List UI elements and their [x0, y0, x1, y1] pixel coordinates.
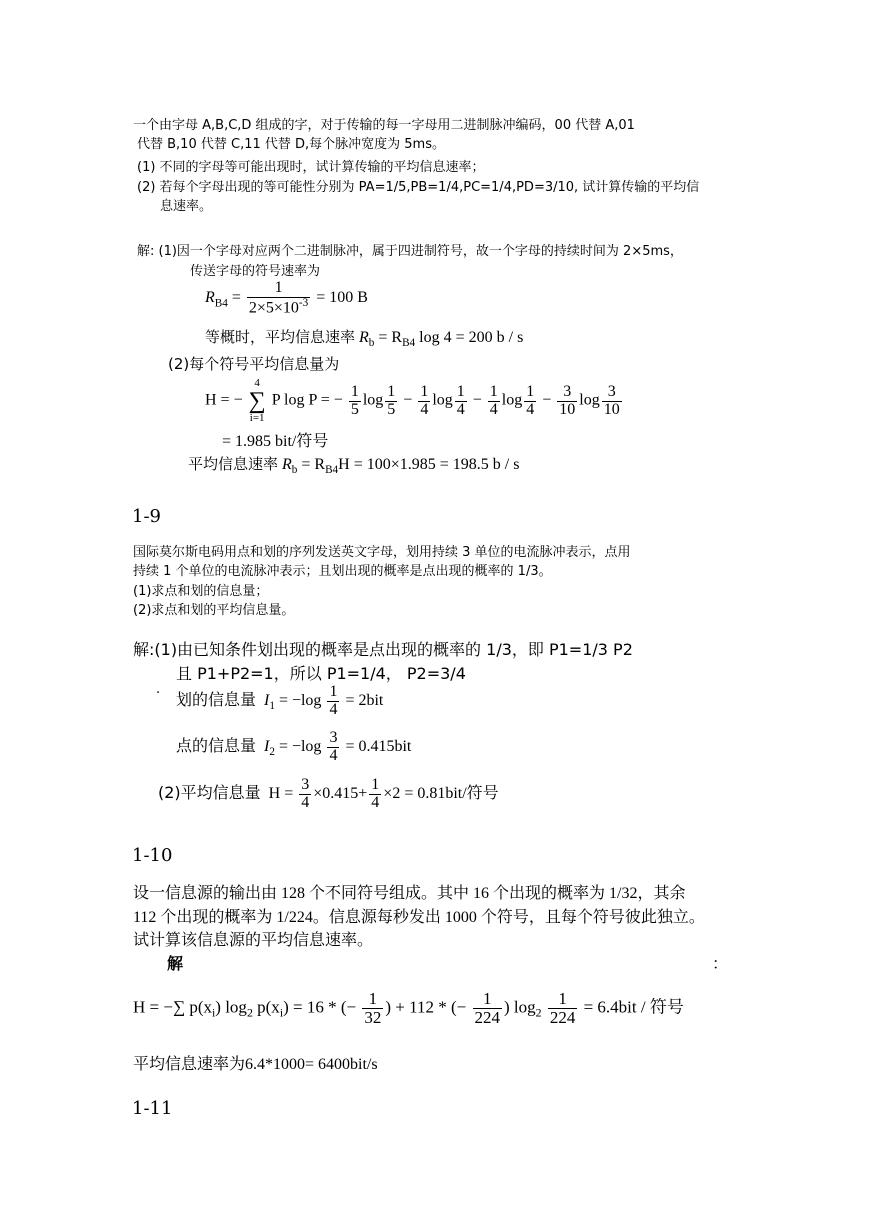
problem-text-line: 试计算该信息源的平均信息速率。: [133, 932, 374, 949]
solution-part-2-label: (2)每个符号平均信息量为: [168, 355, 340, 373]
section-heading: 1-11: [132, 1098, 173, 1119]
problem-question-1: (1) 不同的字母等可能出现时，试计算传输的平均信息速率；: [137, 160, 485, 175]
problem-text-line: 设一信息源的输出由 128 个不同符号组成。其中 16 个出现的概率为 1/32，其余: [133, 885, 686, 902]
summation: 4 ∑ i=1: [248, 377, 266, 424]
equation-dash-info: 划的信息量 $I_1 = -\log$ $\frac{1}{4}$ = 2bit: [176, 683, 384, 718]
stray-dot: ·: [156, 686, 161, 701]
solution-label: 解: [167, 956, 184, 973]
problem-text-line: 一个由字母 A,B,C,D 组成的字，对于传输的每一字母用二进制脉冲编码，00 代替 A,01: [133, 118, 635, 133]
solution-text-line: 解: (1)因一个字母对应两个二进制脉冲，属于四进制符号，故一个字母的持续时间为 2×5ms，: [137, 244, 683, 259]
solution-text-line: 传送字母的符号速率为: [190, 264, 321, 279]
equation-info-rate-equiprobable: 等概时，平均信息速率 $R_b = R_{B4}$ log 4 = 200 b / s: [205, 328, 524, 350]
solution-text-line: 解:(1)由已知条件划出现的概率是点出现的概率的 1/3，即 P1=1/3 P2: [133, 640, 633, 659]
fraction: $\frac{1}{2\times 5\times 10^{-3}}$: [248, 279, 309, 317]
solution-colon: ：: [712, 956, 729, 973]
equation-entropy: H = − 4 ∑ i=1 P log P = − $\frac{1}{5}$ log $\frac{1}{5}$ − $\frac{1}{4}$ log $\frac{1}{4}$ − $\frac{1}{4}$ log $\frac{1}{4}$ − $\frac{3}{10}$ log $\frac{3}{10}$: [205, 377, 620, 424]
equation-average-info: (2)平均信息量 H = $\frac{3}{4}$ ×0.415+ $\frac{1}{4}$ ×2 = 0.81bit/符号: [158, 776, 499, 811]
problem-question-1: (1)求点和划的信息量；: [133, 584, 269, 599]
problem-text-line: 112 个出现的概率为 1/224。信息源每秒发出 1000 个符号，且每个符号彼此独立。: [133, 909, 705, 926]
equation-entropy-result: = 1.985 bit/符号: [222, 433, 329, 450]
section-heading: 1-9: [132, 506, 161, 527]
equation-symbol-rate: $R_{B4}$ = $\frac{1}{2\times 5\times 10^{-3}}$ = 100 B: [205, 279, 368, 317]
equation-average-info-rate: 平均信息速率 $R_b = R_{B4}H = 100\times 1.985 = 198.5$ b / s: [188, 455, 520, 477]
problem-text-line: 代替 B,10 代替 C,11 代替 D,每个脉冲宽度为 5ms。: [137, 137, 445, 152]
problem-text-line: 持续 1 个单位的电流脉冲表示；且划出现的概率是点出现的概率的 1/3。: [133, 564, 552, 579]
problem-question-2: (2) 若每个字母出现的等可能性分别为 PA=1/5,PB=1/4,PC=1/4,PD=3/10, 试计算传输的平均信: [137, 180, 700, 195]
equation-dot-info: 点的信息量 $I_2 = -\log$ $\frac{3}{4}$ = 0.415bit: [176, 729, 412, 764]
problem-text-line: 国际莫尔斯电码用点和划的序列发送英文字母，划用持续 3 单位的电流脉冲表示，点用: [133, 545, 631, 560]
section-heading: 1-10: [132, 845, 173, 866]
rate-result-line: 平均信息速率为6.4*1000= 6400bit/s: [133, 1056, 378, 1073]
problem-question-2-cont: 息速率。: [160, 199, 213, 214]
equation-entropy-source: H = −∑ $p(x_i)$ $\log_2 p(x_i) = 16$ * (− $\frac{1}{32}$ ) + 112 * (− $\frac{1}{224}$ ) $\log_2$ $\frac{1}{224}$ = 6.4bit / 符号: [133, 989, 684, 1027]
solution-text-line: 且 P1+P2=1，所以 P1=1/4， P2=3/4: [176, 664, 466, 683]
problem-question-2: (2)求点和划的平均信息量。: [133, 603, 295, 618]
